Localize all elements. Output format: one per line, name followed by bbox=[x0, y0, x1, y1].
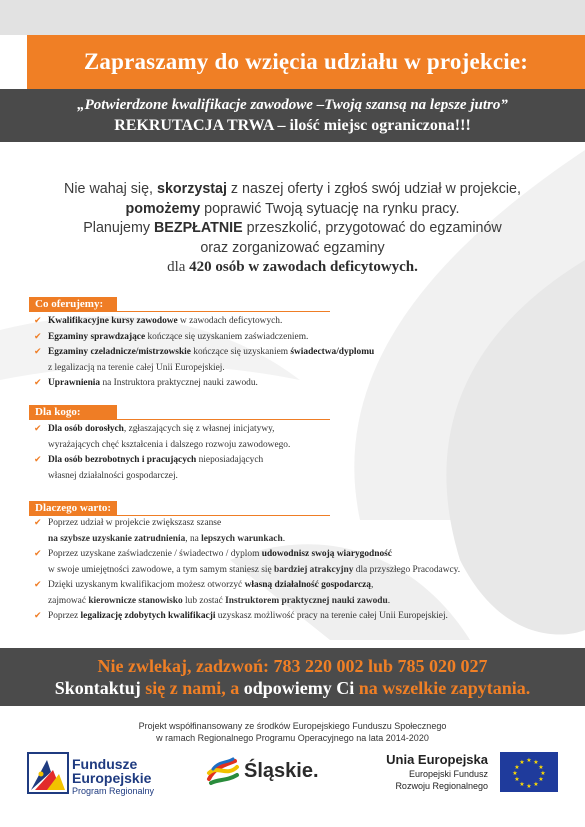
svg-text:★: ★ bbox=[526, 783, 532, 790]
list-item: ✔ Dzięki uzyskanym kwalifikacjom możesz otworzyć własną działalność gospodarczą, bbox=[34, 578, 554, 594]
eu-flag-icon bbox=[500, 752, 558, 792]
intro-paragraph bbox=[30, 180, 555, 278]
intro-line-4: oraz zorganizować egzaminy bbox=[200, 239, 385, 256]
contact-banner bbox=[0, 648, 585, 706]
funding-line-1: Projekt współfinansowany ze środków Europejskiego Funduszu Społecznego bbox=[138, 721, 447, 731]
list-item: ✔ Egzaminy sprawdzające kończące się uzyskaniem zaświadczeniem. bbox=[34, 330, 554, 346]
svg-text:★: ★ bbox=[526, 757, 532, 764]
title-banner bbox=[27, 35, 585, 89]
phone-numbers: Nie zwlekaj, zadzwoń: 783 220 002 lub 785 020 027 bbox=[97, 655, 488, 676]
check-icon: ✔ bbox=[34, 424, 42, 434]
check-icon: ✔ bbox=[34, 347, 42, 357]
list-item-continuation: w swoje umiejętności zawodowe, a tym samym staniesz się bardziej atrakcyjny dla przyszłego Pracodawcy. bbox=[48, 564, 461, 575]
slaskie-logo-icon bbox=[205, 757, 241, 787]
section-heading-why: Dlaczego warto: bbox=[29, 501, 117, 515]
list-item-continuation: własnej działalności gospodarczej. bbox=[48, 470, 178, 481]
check-icon: ✔ bbox=[34, 611, 42, 621]
check-icon: ✔ bbox=[34, 549, 42, 559]
section-divider bbox=[29, 311, 330, 312]
check-icon: ✔ bbox=[34, 455, 42, 465]
list-item: ✔ Dla osób bezrobotnych i pracujących nieposiadających bbox=[34, 453, 554, 469]
svg-text:★: ★ bbox=[519, 759, 525, 766]
svg-text:★: ★ bbox=[533, 781, 539, 788]
funding-line-2: w ramach Regionalnego Programu Operacyjnego na lata 2014-2020 bbox=[156, 732, 429, 743]
svg-text:★: ★ bbox=[533, 759, 539, 766]
subtitle-banner bbox=[0, 89, 585, 142]
intro-line-3: Planujemy BEZPŁATNIE przeszkolić, przygotować do egzaminów bbox=[83, 220, 502, 236]
funding-note bbox=[0, 721, 585, 744]
svg-text:★: ★ bbox=[538, 764, 544, 771]
svg-text:★: ★ bbox=[538, 776, 544, 783]
list-item-continuation: wyrażających chęć kształcenia i dalszego rozwoju zawodowego. bbox=[48, 439, 291, 450]
slaskie-wordmark: Śląskie. bbox=[244, 760, 319, 782]
list-item-continuation: na szybsze uzyskanie zatrudnienia, na lepszych warunkach. bbox=[48, 533, 286, 544]
svg-text:★: ★ bbox=[512, 770, 518, 777]
offer-list bbox=[34, 314, 554, 392]
svg-text:★: ★ bbox=[514, 764, 520, 771]
check-icon: ✔ bbox=[34, 518, 42, 528]
check-icon: ✔ bbox=[34, 580, 42, 590]
project-name: „Potwierdzone kwalifikacje zawodowe –Twoją szansą na lepsze jutro” bbox=[77, 96, 508, 113]
top-gray-strip bbox=[0, 0, 585, 35]
list-item: ✔ Dla osób dorosłych, zgłaszających się z własnej inicjatywy, bbox=[34, 422, 554, 438]
section-divider bbox=[29, 419, 330, 420]
recruitment-notice: REKRUTACJA TRWA – ilość miejsc ograniczona!!! bbox=[114, 116, 471, 134]
svg-text:★: ★ bbox=[519, 781, 525, 788]
section-heading-offer: Co oferujemy: bbox=[29, 297, 117, 311]
list-item-continuation: z legalizacją na terenie całej Unii Europejskiej. bbox=[48, 362, 225, 373]
intro-line-1: Nie wahaj się, skorzystaj z naszej oferty i zgłoś swój udział w projekcie, bbox=[64, 181, 521, 197]
list-item: ✔ Poprzez udział w projekcie zwiększasz szanse bbox=[34, 516, 554, 532]
list-item: ✔ Egzaminy czeladnicze/mistrzowskie kończące się uzyskaniem świadectwa/dyplomu bbox=[34, 345, 554, 361]
check-icon: ✔ bbox=[34, 316, 42, 326]
fundusze-europejskie-text: Fundusze Europejskie Program Regionalny bbox=[72, 756, 155, 796]
svg-text:★: ★ bbox=[514, 776, 520, 783]
list-item: ✔ Poprzez uzyskane zaświadczenie / świadectwo / dyplom udowodnisz swoją wiarygodność bbox=[34, 547, 554, 563]
contact-invite: Skontaktuj się z nami, a odpowiemy Ci na wszelkie zapytania. bbox=[54, 677, 531, 698]
svg-text:★: ★ bbox=[540, 770, 546, 777]
section-heading-who: Dla kogo: bbox=[29, 405, 117, 419]
list-item: ✔ Uprawnienia na Instruktora praktycznej nauki zawodu. bbox=[34, 376, 554, 392]
eu-text: Unia Europejska Europejski Fundusz Rozwoju Regionalnego bbox=[386, 752, 488, 791]
list-item: ✔ Poprzez legalizację zdobytych kwalifikacji uzyskasz możliwość pracy na terenie całej Unii Europejskiej. bbox=[34, 609, 554, 625]
check-icon: ✔ bbox=[34, 378, 42, 388]
page-title: Zapraszamy do wzięcia udziału w projekcie: bbox=[83, 49, 529, 74]
fundusze-europejskie-logo-icon bbox=[27, 752, 69, 794]
intro-line-5: dla 420 osób w zawodach deficytowych. bbox=[167, 259, 418, 275]
check-icon: ✔ bbox=[34, 331, 42, 342]
who-list bbox=[34, 422, 554, 484]
list-item-continuation: zajmować kierownicze stanowisko lub zostać Instruktorem praktycznej nauki zawodu. bbox=[48, 595, 391, 606]
why-list bbox=[34, 516, 554, 625]
intro-line-2: pomożemy poprawić Twoją sytuację na rynku pracy. bbox=[125, 200, 460, 217]
list-item: ✔ Kwalifikacyjne kursy zawodowe w zawodach deficytowych. bbox=[34, 314, 554, 330]
